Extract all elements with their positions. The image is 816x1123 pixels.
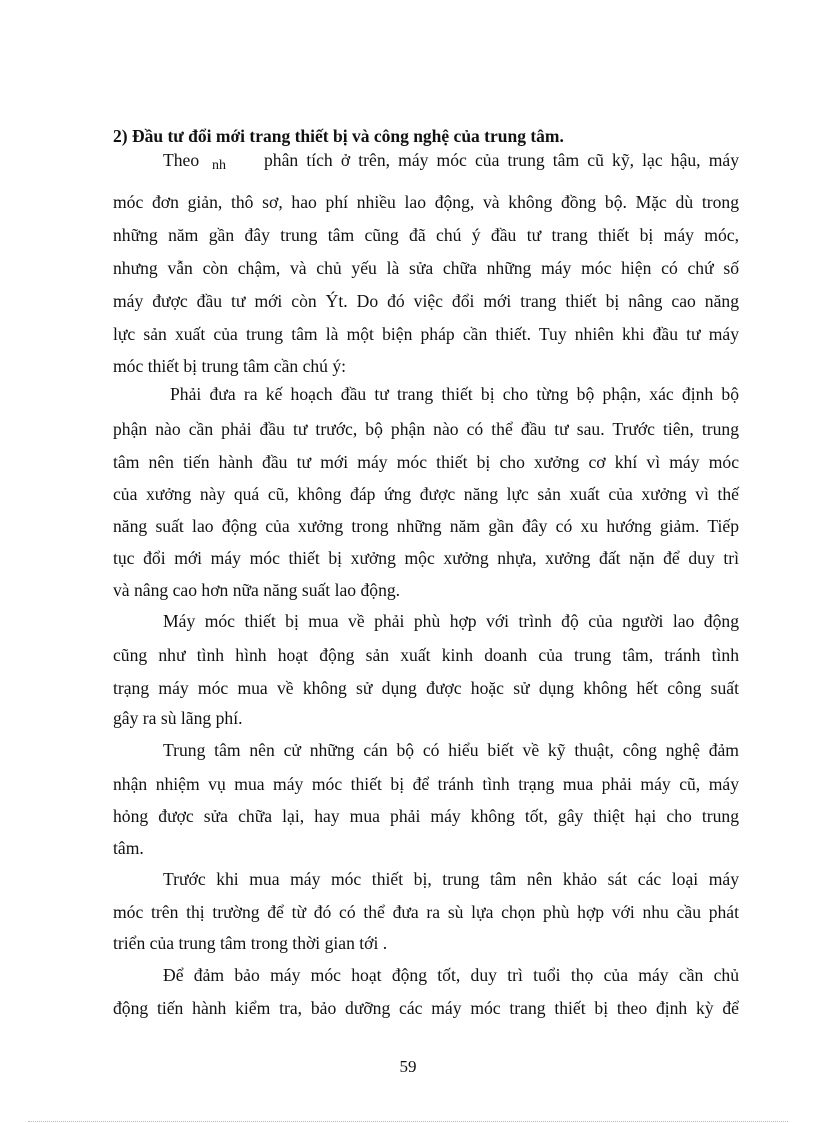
- body-line: trạng máy móc mua về không sử dụng được hoặc sử dụng không hết công suất: [113, 678, 739, 698]
- body-line: phận nào cần phải đầu tư trước, bộ phận nào có thể đầu tư sau. Trước tiên, trung: [113, 419, 739, 439]
- body-line: móc thiết bị trung tâm cần chú ý:: [113, 356, 347, 376]
- section-heading: 2) Đầu tư đổi mới trang thiết bị và công nghệ của trung tâm.: [113, 126, 564, 146]
- body-line: móc đơn giản, thô sơ, hao phí nhiều lao động, và không đồng bộ. Mặc dù trong: [113, 192, 739, 212]
- first-line-rest: phân tích ở trên, máy móc của trung tâm cũ kỹ, lạc hậu, máy: [264, 150, 739, 170]
- body-line: nhưng vẫn còn chậm, và chủ yếu là sửa chữa những máy móc hiện có chứ số: [113, 258, 739, 278]
- body-line: Máy móc thiết bị mua về phải phù hợp với trình độ của người lao động: [163, 611, 739, 631]
- body-line: của xưởng này quá cũ, không đáp ứng được năng lực sản xuất của xưởng vì thế: [113, 484, 739, 504]
- body-line: động tiến hành kiểm tra, bảo dưỡng các máy móc trang thiết bị theo định kỳ để: [113, 998, 739, 1018]
- body-line: tâm.: [113, 838, 144, 858]
- body-line: tục đổi mới máy móc thiết bị xưởng mộc xưởng nhựa, xưởng đất nặn để duy trì: [113, 548, 739, 568]
- body-line: Trung tâm nên cử những cán bộ có hiểu biết về kỹ thuật, công nghệ đảm: [163, 740, 739, 760]
- first-line-start: Theo: [163, 150, 200, 170]
- body-line: nhận nhiệm vụ mua máy móc thiết bị để tránh tình trạng mua phải máy cũ, máy: [113, 774, 739, 794]
- body-line: năng suất lao động của xưởng trong những năm gần đây có xu hướng giảm. Tiếp: [113, 516, 739, 536]
- body-line: lực sản xuất của trung tâm là một biện pháp cần thiết. Tuy nhiên khi đầu tư máy: [113, 324, 739, 344]
- body-line: tâm nên tiến hành đầu tư mới máy móc thiết bị cho xưởng cơ khí vì máy móc: [113, 452, 739, 472]
- body-line: Phải đưa ra kế hoạch đầu tư trang thiết bị cho từng bộ phận, xác định bộ: [170, 384, 739, 404]
- body-line: triển của trung tâm trong thời gian tới .: [113, 933, 388, 953]
- body-line: Để đảm bảo máy móc hoạt động tốt, duy trì tuổi thọ của máy cần chủ: [163, 965, 739, 985]
- page-bottom-divider: [28, 1121, 788, 1122]
- body-line: cũng như tình hình hoạt động sản xuất kinh doanh của trung tâm, tránh tình: [113, 645, 739, 665]
- body-line: hỏng được sửa chữa lại, hay mua phải máy không tốt, gây thiệt hại cho trung: [113, 806, 739, 826]
- body-line: những năm gần đây trung tâm cũng đã chú ý đầu tư trang thiết bị máy móc,: [113, 225, 739, 245]
- body-line: gây ra sù lãng phí.: [113, 708, 243, 728]
- page-number: 59: [399, 1057, 417, 1076]
- body-line: móc trên thị trường để từ đó có thể đưa ra sù lựa chọn phù hợp với nhu cầu phát: [113, 902, 739, 922]
- first-line-superscript: nh: [212, 158, 226, 173]
- body-line: máy được đầu tư mới còn Ýt. Do đó việc đổi mới trang thiết bị nâng cao năng: [113, 291, 739, 311]
- body-line: và nâng cao hơn nữa năng suất lao động.: [113, 580, 401, 600]
- body-line: Trước khi mua máy móc thiết bị, trung tâm nên khảo sát các loại máy: [163, 869, 739, 889]
